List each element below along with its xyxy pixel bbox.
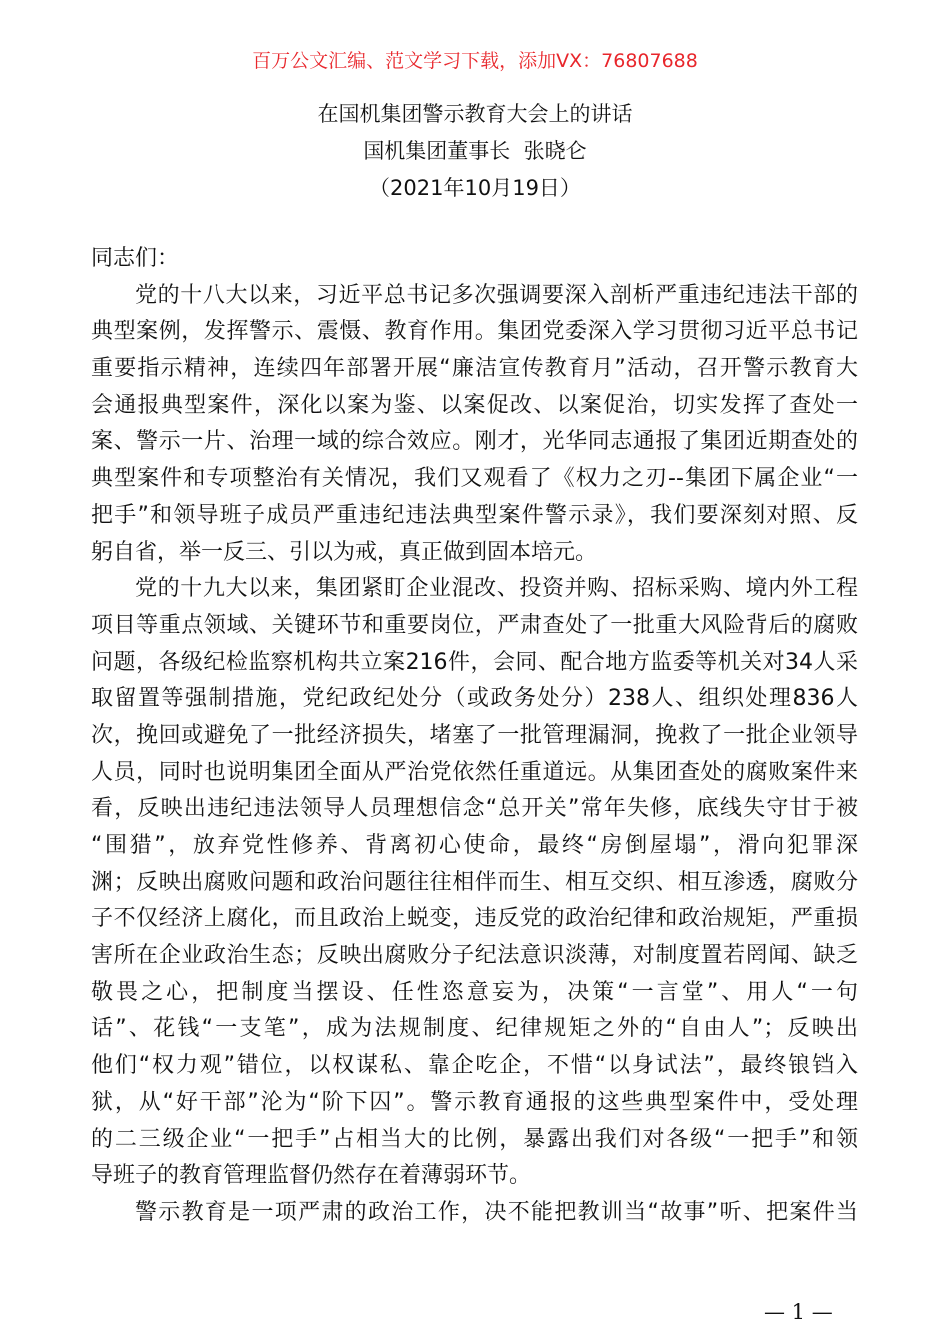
watermark-banner: 百万公文汇编、范文学习下载，添加VX：76807688	[252, 50, 698, 72]
paragraph-line: 的二三级企业“一把手”占相当大的比例，暴露出我们对各级“一把手”和领	[91, 1126, 858, 1152]
paragraph-line: 害所在企业政治生态；反映出腐败分子纪法意识淡薄，对制度置若罔闻、缺乏	[91, 943, 858, 969]
paragraph-line: 取留置等强制措施，党纪政纪处分（或政务处分）238人、组织处理836人	[91, 686, 858, 712]
paragraph-line: 会通报典型案件，深化以案为鉴、以案促改、以案促治，切实发挥了查处一	[91, 392, 858, 418]
paragraph-line: 他们“权力观”错位，以权谋私、靠企吃企，不惜“以身试法”，最终锒铛入	[91, 1053, 858, 1079]
paragraph-line: 躬自省，举一反三、引以为戒，真正做到固本培元。	[91, 539, 598, 565]
paragraph-line: 人员，同时也说明集团全面从严治党依然任重道远。从集团查处的腐败案件来	[91, 759, 858, 785]
paragraph-line: 党的十八大以来，习近平总书记多次强调要深入剖析严重违纪违法干部的	[135, 282, 858, 308]
paragraph-line: 话”、花钱“一支笔”，成为法规制度、纪律规矩之外的“自由人”；反映出	[91, 1016, 858, 1042]
paragraph-line: 子不仅经济上腐化，而且政治上蜕变，违反党的政治纪律和政治规矩，严重损	[91, 906, 858, 932]
document-body	[91, 241, 858, 1232]
paragraph-line: 狱，从“好干部”沦为“阶下囚”。警示教育通报的这些典型案件中，受处理	[91, 1089, 858, 1115]
paragraph-line: 项目等重点领域、关键环节和重要岗位，严肃查处了一批重大风险背后的腐败	[91, 612, 858, 638]
date-line: （2021年10月19日）	[369, 176, 581, 200]
paragraph-line: 渊；反映出腐败问题和政治问题往往相伴而生、相互交织、相互渗透，腐败分	[91, 869, 858, 895]
salutation: 同志们：	[91, 246, 180, 271]
paragraph-line: 警示教育是一项严肃的政治工作，决不能把教训当“故事”听、把案件当	[135, 1199, 858, 1225]
paragraph-line: 敬畏之心，把制度当摆设、任性恣意妄为，决策“一言堂”、用人“一句	[91, 979, 858, 1005]
paragraph-line: 把手”和领导班子成员严重违纪违法典型案件警示录》，我们要深刻对照、反	[91, 502, 858, 528]
paragraph-line: 重要指示精神，连续四年部署开展“廉洁宣传教育月”活动，召开警示教育大	[91, 356, 858, 382]
page-number: — 1 —	[764, 1300, 833, 1324]
paragraph-line: 典型案件和专项整治有关情况，我们又观看了《权力之刃--集团下属企业“一	[91, 466, 858, 492]
paragraph-line: 党的十九大以来，集团紧盯企业混改、投资并购、招标采购、境内外工程	[135, 576, 858, 602]
author-line: 国机集团董事长 张晓仑	[363, 139, 587, 163]
paragraph-line: “围猎”，放弃党性修养、背离初心使命，最终“房倒屋塌”，滑向犯罪深	[91, 833, 858, 858]
paragraph-line: 次，挽回或避免了一批经济损失，堵塞了一批管理漏洞，挽救了一批企业领导	[91, 722, 858, 748]
paragraph-line: 导班子的教育管理监督仍然存在着薄弱环节。	[91, 1163, 532, 1189]
paragraph-line: 看，反映出违纪违法领导人员理想信念“总开关”常年失修，底线失守甘于被	[91, 796, 858, 822]
paragraph-line: 典型案例，发挥警示、震慑、教育作用。集团党委深入学习贯彻习近平总书记	[91, 319, 858, 345]
paragraph-line: 问题，各级纪检监察机构共立案216件，会同、配合地方监委等机关对34人采	[91, 649, 858, 675]
paragraph-line: 案、警示一片、治理一域的综合效应。刚才，光华同志通报了集团近期查处的	[91, 429, 858, 455]
document-title: 在国机集团警示教育大会上的讲话	[317, 102, 633, 126]
